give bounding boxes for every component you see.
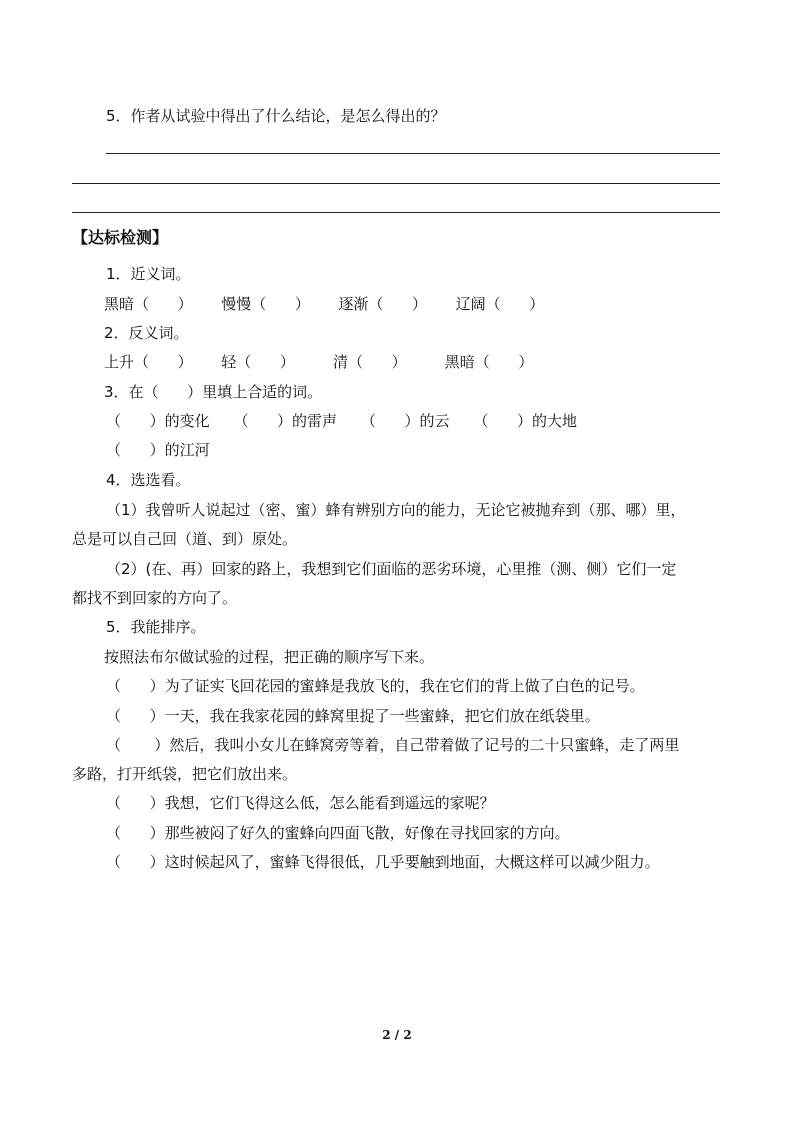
page-number: 2 / 2 <box>382 1028 412 1042</box>
order-item-4: （ ）我想，它们飞得这么低，怎么能看到遥远的家呢？ <box>106 794 495 812</box>
choose-title: 4．选选看。 <box>106 471 191 489</box>
antonym-items: 上升（ ） 轻（ ） 清（ ） 黑暗（ ） <box>104 353 534 371</box>
choose-item-2b: 都找不到回家的方向了。 <box>72 589 238 607</box>
order-title: 5．我能排序。 <box>106 618 206 636</box>
answer-line-1 <box>106 153 720 154</box>
choose-item-1a: （1）我曾听人说起过（密、蜜）蜂有辨别方向的能力，无论它被抛弃到（那、哪）里， <box>106 501 686 519</box>
fill-row-2: （ ）的江河 <box>106 441 210 459</box>
synonym-items: 黑暗（ ） 慢慢（ ） 逐渐（ ） 辽阔（ ） <box>104 295 545 313</box>
section-heading: 【达标检测】 <box>72 228 169 247</box>
answer-line-2 <box>72 183 720 184</box>
question-5-title: 5．作者从试验中得出了什么结论，是怎么得出的？ <box>106 107 446 125</box>
order-item-6: （ ）这时候起风了，蜜蜂飞得很低，几乎要触到地面，大概这样可以减少阻力。 <box>106 853 660 871</box>
synonym-title: 1．近义词。 <box>106 265 191 283</box>
order-item-2: （ ）一天，我在我家花园的蜂窝里捉了一些蜜蜂，把它们放在纸袋里。 <box>106 707 600 725</box>
fill-row-1: （ ）的变化 （ ）的雷声 （ ）的云 （ ）的大地 <box>106 412 577 430</box>
choose-item-1b: 总是可以自己回（道、到）原处。 <box>72 530 298 548</box>
choose-item-2a: （2）(在、再）回家的路上，我想到它们面临的恶劣环境，心里推（测、侧）它们一定 <box>106 560 677 578</box>
antonym-title: 2．反义词。 <box>104 324 189 342</box>
fill-title: 3．在（ ）里填上合适的词。 <box>104 383 323 401</box>
order-item-3b: 多路，打开纸袋，把它们放出来。 <box>72 765 298 783</box>
order-intro: 按照法布尔做试验的过程，把正确的顺序写下来。 <box>104 648 435 666</box>
order-item-3a: （ ）然后，我叫小女儿在蜂窝旁等着，自己带着做了记号的二十只蜜蜂，走了两里 <box>106 736 680 754</box>
answer-line-3 <box>72 212 720 213</box>
order-item-5: （ ）那些被闷了好久的蜜蜂向四面飞散，好像在寻找回家的方向。 <box>106 824 570 842</box>
order-item-1: （ ）为了证实飞回花园的蜜蜂是我放飞的，我在它们的背上做了白色的记号。 <box>106 677 645 695</box>
